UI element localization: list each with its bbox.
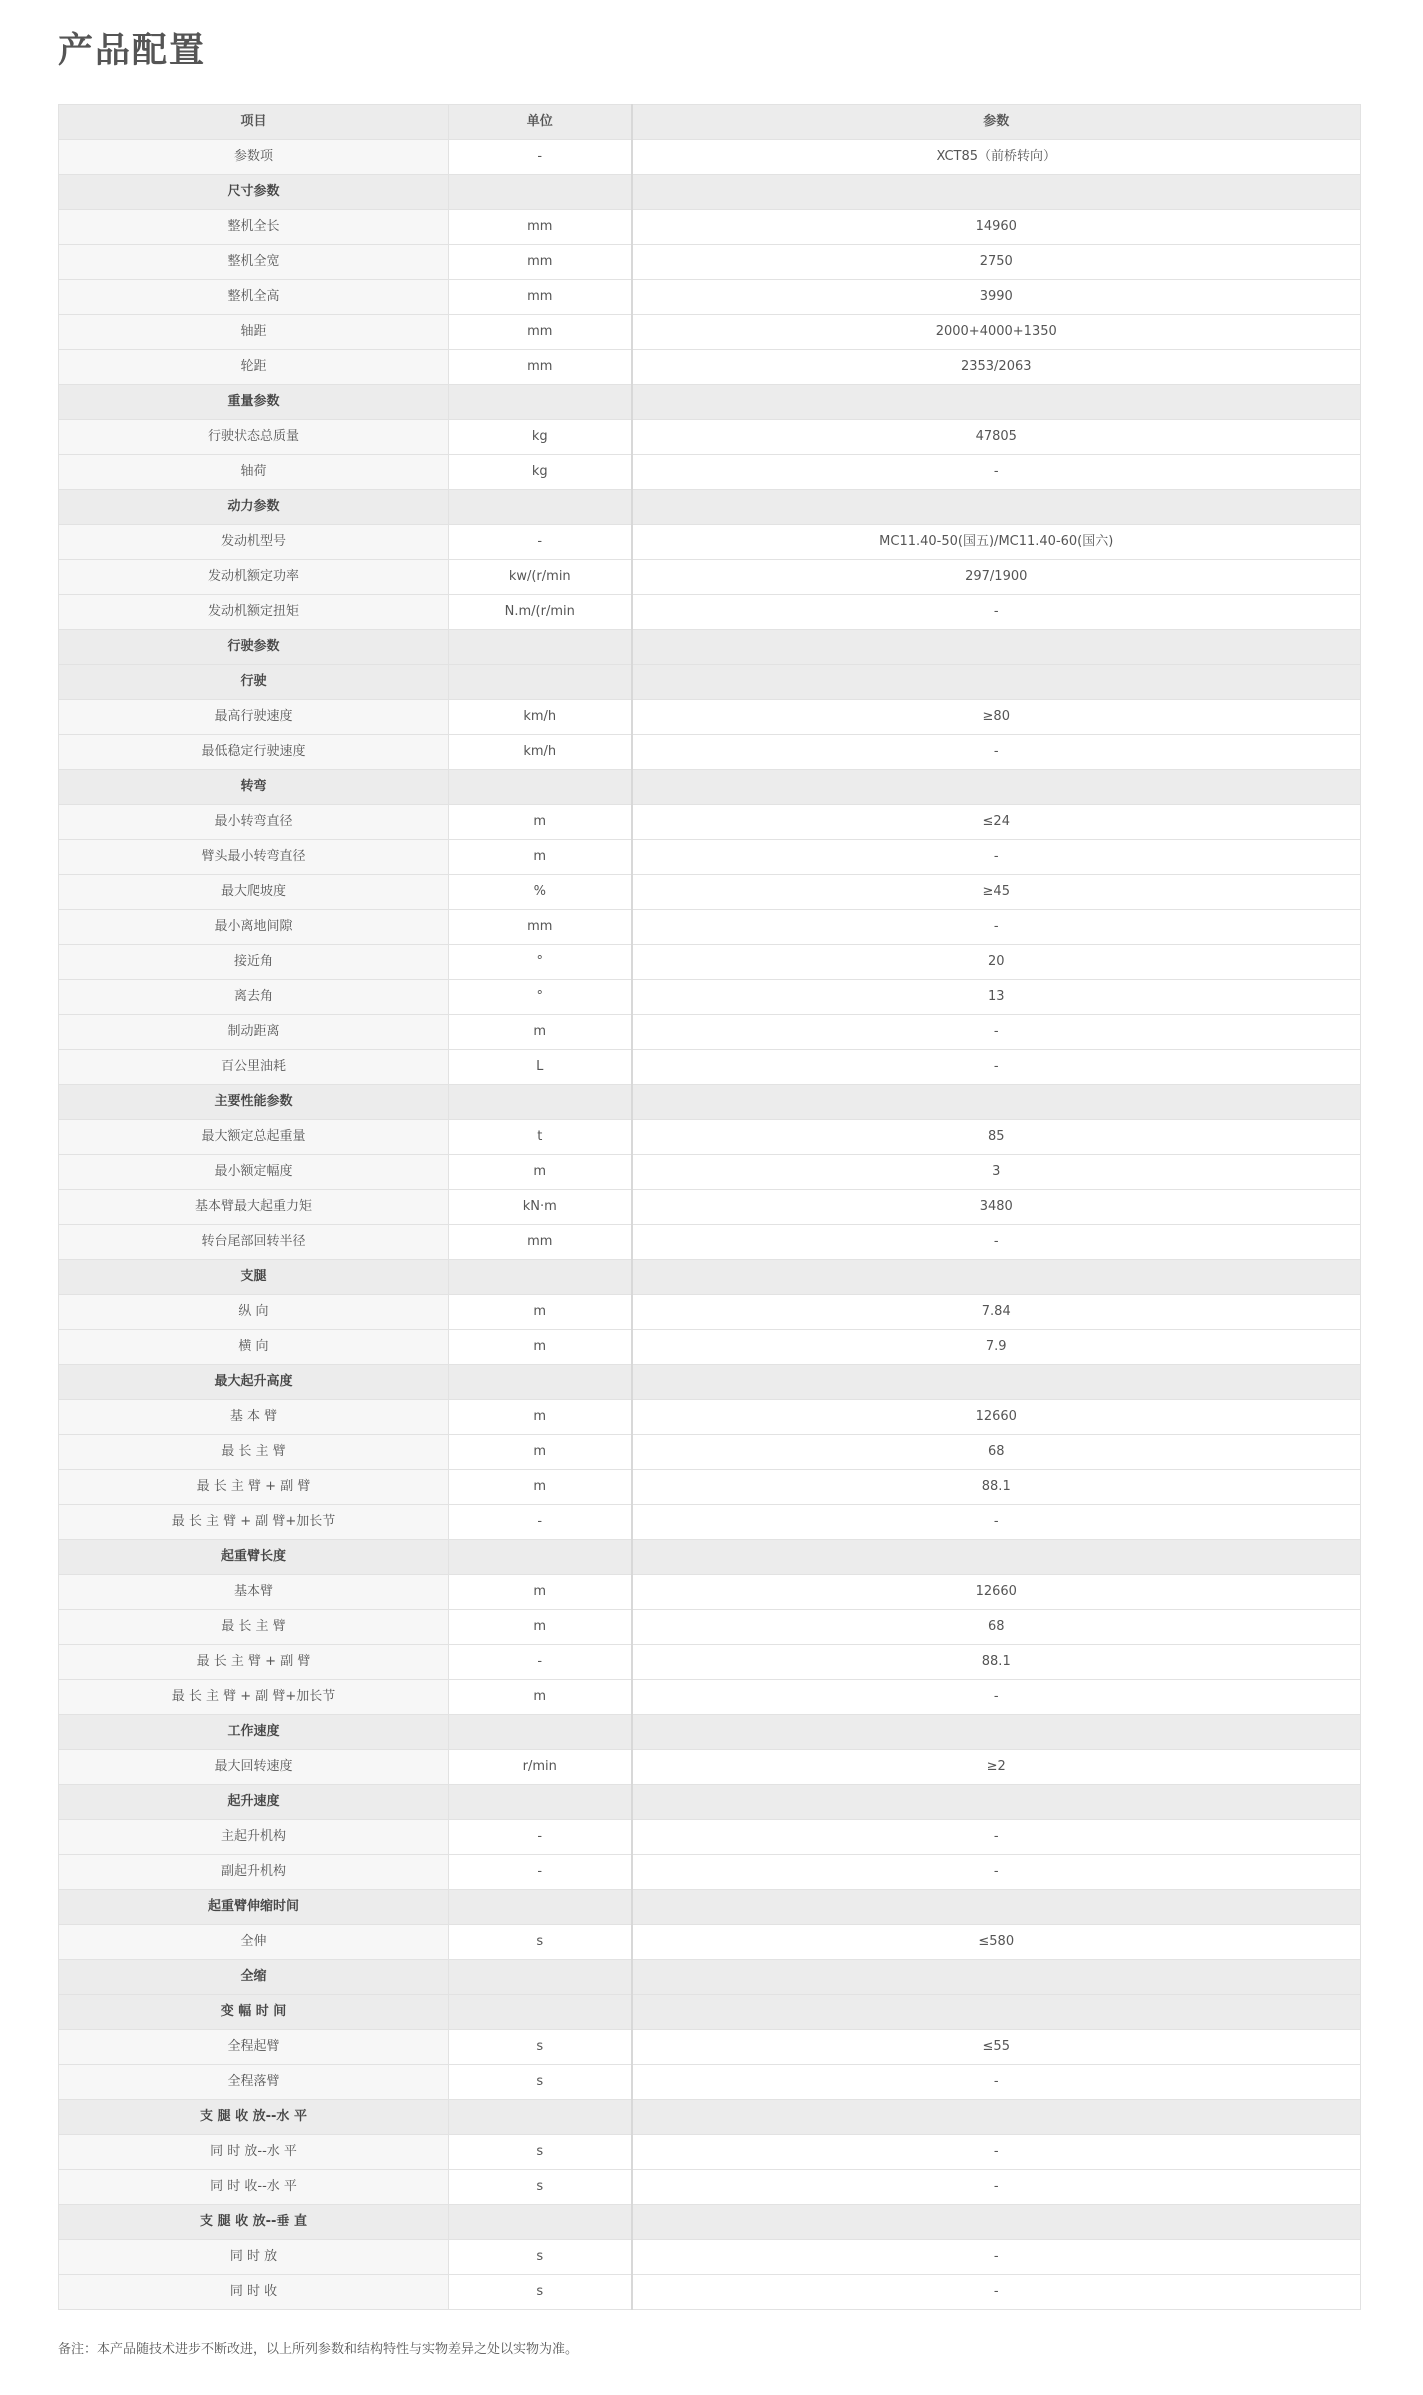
table-row [59, 1050, 1361, 1085]
row-unit-cell: s [449, 1925, 632, 1960]
row-unit-cell: s [449, 2170, 632, 2205]
row-value-cell: 88.1 [632, 1470, 1361, 1505]
row-value-cell [632, 175, 1361, 210]
row-name-cell: 行驶参数 [59, 630, 449, 665]
table-row [59, 1575, 1361, 1610]
row-value-cell: - [632, 735, 1361, 770]
row-name-cell: 最高行驶速度 [59, 700, 449, 735]
row-name-cell: 转台尾部回转半径 [59, 1225, 449, 1260]
row-value-cell: XCT85（前桥转向） [632, 140, 1361, 175]
row-value-cell [632, 2205, 1361, 2240]
section-row [59, 665, 1361, 700]
table-row [59, 2135, 1361, 2170]
section-row [59, 1785, 1361, 1820]
section-row [59, 1715, 1361, 1750]
row-unit-cell: mm [449, 315, 632, 350]
row-unit-cell [449, 1715, 632, 1750]
row-value-cell [632, 385, 1361, 420]
table-row [59, 1155, 1361, 1190]
row-value-cell [632, 1890, 1361, 1925]
section-row [59, 2205, 1361, 2240]
section-row [59, 385, 1361, 420]
table-row [59, 315, 1361, 350]
row-name-cell: 发动机型号 [59, 525, 449, 560]
row-unit-cell [449, 1785, 632, 1820]
row-value-cell [632, 630, 1361, 665]
row-name-cell: 全缩 [59, 1960, 449, 1995]
row-value-cell [632, 1540, 1361, 1575]
row-value-cell: 12660 [632, 1400, 1361, 1435]
table-row [59, 1330, 1361, 1365]
table-row [59, 840, 1361, 875]
table-row [59, 700, 1361, 735]
table-row [59, 1855, 1361, 1890]
row-unit-cell: km/h [449, 700, 632, 735]
row-value-cell: 7.84 [632, 1295, 1361, 1330]
row-name-cell: 尺寸参数 [59, 175, 449, 210]
section-row [59, 770, 1361, 805]
row-value-cell: 3 [632, 1155, 1361, 1190]
row-unit-cell: mm [449, 210, 632, 245]
row-name-cell: 制动距离 [59, 1015, 449, 1050]
footnote: 备注：本产品随技术进步不断改进，以上所列参数和结构特性与实物差异之处以实物为准。 [58, 2342, 579, 2357]
row-unit-cell: m [449, 1400, 632, 1435]
row-unit-cell: ° [449, 945, 632, 980]
row-name-cell: 轮距 [59, 350, 449, 385]
row-unit-cell [449, 770, 632, 805]
row-name-cell: 主起升机构 [59, 1820, 449, 1855]
table-row [59, 1645, 1361, 1680]
row-unit-cell: m [449, 1015, 632, 1050]
row-value-cell [632, 490, 1361, 525]
section-row [59, 1960, 1361, 1995]
row-name-cell: 最大爬坡度 [59, 875, 449, 910]
row-value-cell: ≤24 [632, 805, 1361, 840]
row-unit-cell [449, 2100, 632, 2135]
row-name-cell: 轴荷 [59, 455, 449, 490]
header-item: 项目 [59, 105, 449, 140]
row-name-cell: 变 幅 时 间 [59, 1995, 449, 2030]
row-value-cell: - [632, 595, 1361, 630]
row-unit-cell [449, 1365, 632, 1400]
row-value-cell: 20 [632, 945, 1361, 980]
table-row [59, 1750, 1361, 1785]
section-row [59, 2100, 1361, 2135]
row-value-cell [632, 1365, 1361, 1400]
row-value-cell [632, 770, 1361, 805]
row-value-cell: 47805 [632, 420, 1361, 455]
table-row [59, 735, 1361, 770]
row-unit-cell: m [449, 840, 632, 875]
row-value-cell: 3990 [632, 280, 1361, 315]
row-unit-cell: - [449, 1855, 632, 1890]
row-value-cell: - [632, 2065, 1361, 2100]
row-unit-cell: s [449, 2065, 632, 2100]
row-name-cell: 重量参数 [59, 385, 449, 420]
row-name-cell: 发动机额定功率 [59, 560, 449, 595]
row-value-cell: 2353/2063 [632, 350, 1361, 385]
row-value-cell: 68 [632, 1435, 1361, 1470]
row-name-cell: 最小额定幅度 [59, 1155, 449, 1190]
row-name-cell: 起重臂伸缩时间 [59, 1890, 449, 1925]
row-value-cell [632, 1960, 1361, 1995]
row-unit-cell: s [449, 2135, 632, 2170]
row-name-cell: 基本臂最大起重力矩 [59, 1190, 449, 1225]
section-row [59, 1085, 1361, 1120]
row-name-cell: 整机全长 [59, 210, 449, 245]
row-name-cell: 最 长 主 臂 + 副 臂+加长节 [59, 1680, 449, 1715]
table-row [59, 980, 1361, 1015]
section-row [59, 1260, 1361, 1295]
row-value-cell: ≥80 [632, 700, 1361, 735]
row-name-cell: 百公里油耗 [59, 1050, 449, 1085]
row-name-cell: 轴距 [59, 315, 449, 350]
row-value-cell: MC11.40-50(国五)/MC11.40-60(国六) [632, 525, 1361, 560]
row-unit-cell: ° [449, 980, 632, 1015]
table-row [59, 1225, 1361, 1260]
row-unit-cell: kg [449, 455, 632, 490]
row-unit-cell [449, 630, 632, 665]
row-name-cell: 最大起升高度 [59, 1365, 449, 1400]
row-unit-cell: mm [449, 910, 632, 945]
row-unit-cell [449, 1995, 632, 2030]
row-name-cell: 基本臂 [59, 1575, 449, 1610]
row-value-cell: ≥2 [632, 1750, 1361, 1785]
table-row [59, 350, 1361, 385]
row-name-cell: 最 长 主 臂 + 副 臂+加长节 [59, 1505, 449, 1540]
row-name-cell: 全程起臂 [59, 2030, 449, 2065]
table-row [59, 210, 1361, 245]
header-unit: 单位 [449, 105, 632, 140]
row-name-cell: 同 时 收 [59, 2275, 449, 2310]
row-value-cell: ≤580 [632, 1925, 1361, 1960]
row-name-cell: 基 本 臂 [59, 1400, 449, 1435]
row-unit-cell: t [449, 1120, 632, 1155]
section-row [59, 175, 1361, 210]
row-unit-cell: m [449, 1435, 632, 1470]
row-name-cell: 起升速度 [59, 1785, 449, 1820]
table-row [59, 1400, 1361, 1435]
row-value-cell [632, 665, 1361, 700]
table-row [59, 875, 1361, 910]
row-name-cell: 最 长 主 臂 [59, 1610, 449, 1645]
row-unit-cell: - [449, 1820, 632, 1855]
row-name-cell: 整机全宽 [59, 245, 449, 280]
row-name-cell: 动力参数 [59, 490, 449, 525]
row-value-cell: 12660 [632, 1575, 1361, 1610]
table-row [59, 245, 1361, 280]
row-name-cell: 臂头最小转弯直径 [59, 840, 449, 875]
table-row [59, 280, 1361, 315]
table-row [59, 910, 1361, 945]
row-unit-cell [449, 665, 632, 700]
table-row [59, 1295, 1361, 1330]
row-name-cell: 最大回转速度 [59, 1750, 449, 1785]
row-name-cell: 离去角 [59, 980, 449, 1015]
row-unit-cell: s [449, 2030, 632, 2065]
row-unit-cell: m [449, 805, 632, 840]
table-row [59, 805, 1361, 840]
section-row [59, 630, 1361, 665]
row-name-cell: 起重臂长度 [59, 1540, 449, 1575]
section-row [59, 1995, 1361, 2030]
row-unit-cell: m [449, 1155, 632, 1190]
row-value-cell [632, 1995, 1361, 2030]
row-unit-cell: mm [449, 280, 632, 315]
row-value-cell: - [632, 1820, 1361, 1855]
table-header-row [59, 105, 1361, 140]
row-unit-cell: m [449, 1470, 632, 1505]
row-name-cell: 同 时 放 [59, 2240, 449, 2275]
table-row [59, 1190, 1361, 1225]
table-row [59, 1925, 1361, 1960]
row-name-cell: 全伸 [59, 1925, 449, 1960]
row-unit-cell: s [449, 2275, 632, 2310]
spec-table [58, 104, 1361, 2310]
row-name-cell: 行驶 [59, 665, 449, 700]
row-name-cell: 同 时 收--水 平 [59, 2170, 449, 2205]
table-row [59, 1505, 1361, 1540]
table-row [59, 140, 1361, 175]
header-value: 参数 [632, 105, 1361, 140]
row-name-cell: 最小转弯直径 [59, 805, 449, 840]
row-value-cell: - [632, 1680, 1361, 1715]
row-unit-cell: r/min [449, 1750, 632, 1785]
row-unit-cell: kw/(r/min [449, 560, 632, 595]
row-unit-cell: N.m/(r/min [449, 595, 632, 630]
row-unit-cell [449, 175, 632, 210]
row-name-cell: 行驶状态总质量 [59, 420, 449, 455]
table-row [59, 1120, 1361, 1155]
row-name-cell: 全程落臂 [59, 2065, 449, 2100]
row-unit-cell: % [449, 875, 632, 910]
row-value-cell: 297/1900 [632, 560, 1361, 595]
row-unit-cell: L [449, 1050, 632, 1085]
table-row [59, 560, 1361, 595]
row-name-cell: 最 长 主 臂 [59, 1435, 449, 1470]
row-value-cell: 13 [632, 980, 1361, 1015]
section-row [59, 1540, 1361, 1575]
row-unit-cell: mm [449, 245, 632, 280]
row-unit-cell: mm [449, 1225, 632, 1260]
row-unit-cell: kN·m [449, 1190, 632, 1225]
table-row [59, 455, 1361, 490]
table-row [59, 1610, 1361, 1645]
table-row [59, 525, 1361, 560]
row-name-cell: 转弯 [59, 770, 449, 805]
row-value-cell [632, 1260, 1361, 1295]
row-value-cell: - [632, 455, 1361, 490]
row-value-cell [632, 1715, 1361, 1750]
row-value-cell: 14960 [632, 210, 1361, 245]
table-row [59, 945, 1361, 980]
row-name-cell: 主要性能参数 [59, 1085, 449, 1120]
row-value-cell: - [632, 2170, 1361, 2205]
row-value-cell: ≥45 [632, 875, 1361, 910]
row-name-cell: 最 长 主 臂 + 副 臂 [59, 1470, 449, 1505]
table-row [59, 2170, 1361, 2205]
row-unit-cell [449, 490, 632, 525]
row-name-cell: 支 腿 收 放--水 平 [59, 2100, 449, 2135]
row-unit-cell: kg [449, 420, 632, 455]
row-name-cell: 最大额定总起重量 [59, 1120, 449, 1155]
row-name-cell: 支腿 [59, 1260, 449, 1295]
row-value-cell: - [632, 910, 1361, 945]
row-value-cell: - [632, 2275, 1361, 2310]
row-unit-cell [449, 1960, 632, 1995]
row-value-cell: ≤55 [632, 2030, 1361, 2065]
row-name-cell: 同 时 放--水 平 [59, 2135, 449, 2170]
row-value-cell [632, 1785, 1361, 1820]
table-row [59, 1015, 1361, 1050]
row-value-cell: 88.1 [632, 1645, 1361, 1680]
section-row [59, 1365, 1361, 1400]
row-name-cell: 副起升机构 [59, 1855, 449, 1890]
row-value-cell: - [632, 1505, 1361, 1540]
row-value-cell: 68 [632, 1610, 1361, 1645]
row-name-cell: 最小离地间隙 [59, 910, 449, 945]
row-value-cell: 85 [632, 1120, 1361, 1155]
row-value-cell: - [632, 1015, 1361, 1050]
table-row [59, 1470, 1361, 1505]
row-value-cell: 2000+4000+1350 [632, 315, 1361, 350]
row-value-cell: - [632, 1050, 1361, 1085]
row-value-cell: - [632, 2135, 1361, 2170]
table-row [59, 1820, 1361, 1855]
row-name-cell: 最低稳定行驶速度 [59, 735, 449, 770]
table-row [59, 420, 1361, 455]
row-value-cell [632, 1085, 1361, 1120]
table-row [59, 595, 1361, 630]
row-name-cell: 横 向 [59, 1330, 449, 1365]
row-value-cell: - [632, 840, 1361, 875]
row-name-cell: 最 长 主 臂 + 副 臂 [59, 1645, 449, 1680]
row-name-cell: 发动机额定扭矩 [59, 595, 449, 630]
row-unit-cell: - [449, 140, 632, 175]
row-unit-cell [449, 1890, 632, 1925]
row-name-cell: 整机全高 [59, 280, 449, 315]
row-unit-cell: s [449, 2240, 632, 2275]
row-value-cell: 2750 [632, 245, 1361, 280]
row-unit-cell [449, 385, 632, 420]
row-unit-cell: - [449, 1505, 632, 1540]
row-name-cell: 工作速度 [59, 1715, 449, 1750]
row-value-cell: 7.9 [632, 1330, 1361, 1365]
row-unit-cell: - [449, 525, 632, 560]
row-unit-cell: - [449, 1645, 632, 1680]
row-unit-cell [449, 1540, 632, 1575]
row-unit-cell: m [449, 1610, 632, 1645]
table-row [59, 1435, 1361, 1470]
row-value-cell [632, 2100, 1361, 2135]
row-name-cell: 接近角 [59, 945, 449, 980]
row-name-cell: 纵 向 [59, 1295, 449, 1330]
table-row [59, 1680, 1361, 1715]
row-value-cell: - [632, 1855, 1361, 1890]
spec-table-body [59, 140, 1361, 2310]
row-unit-cell: mm [449, 350, 632, 385]
table-row [59, 2065, 1361, 2100]
row-value-cell: 3480 [632, 1190, 1361, 1225]
section-row [59, 1890, 1361, 1925]
page-title: 产品配置 [58, 31, 207, 71]
row-unit-cell [449, 2205, 632, 2240]
table-row [59, 2275, 1361, 2310]
row-name-cell: 支 腿 收 放--垂 直 [59, 2205, 449, 2240]
row-unit-cell [449, 1260, 632, 1295]
section-row [59, 490, 1361, 525]
row-unit-cell: m [449, 1295, 632, 1330]
row-name-cell: 参数项 [59, 140, 449, 175]
table-row [59, 2030, 1361, 2065]
row-unit-cell: m [449, 1330, 632, 1365]
table-row [59, 2240, 1361, 2275]
row-unit-cell: m [449, 1680, 632, 1715]
row-unit-cell [449, 1085, 632, 1120]
row-value-cell: - [632, 1225, 1361, 1260]
row-unit-cell: m [449, 1575, 632, 1610]
row-unit-cell: km/h [449, 735, 632, 770]
row-value-cell: - [632, 2240, 1361, 2275]
